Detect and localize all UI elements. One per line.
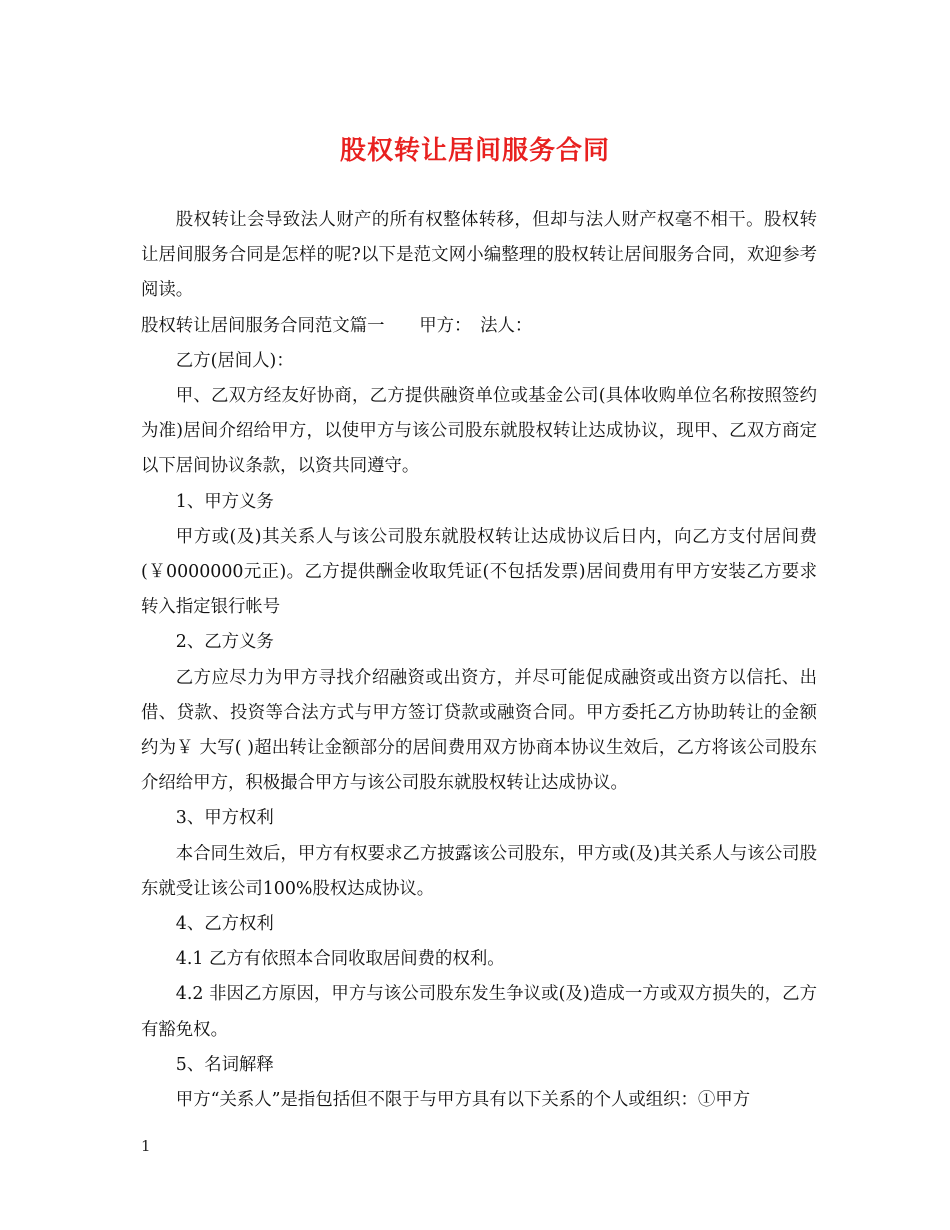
section-heading-1: 1、甲方义务 <box>175 491 274 512</box>
section-heading-4: 4、乙方权利 <box>175 914 274 935</box>
paragraph-section-4-2: 4.2 非因乙方原因，甲方与该公司股东发生争议或(及)造成一方或双方损失的，乙方有豁免权。 <box>141 984 817 1040</box>
section-heading-2: 2、乙方义务 <box>175 632 274 653</box>
paragraph-party-b: 乙方(居间人)： <box>175 350 294 371</box>
paragraph-section-1: 甲方或(及)其关系人与该公司股东就股权转让达成协议后日内，向乙方支付居间费 (￥0000000元正)。乙方提供酬金收取凭证(不包括发票)居间费用有甲方安装乙方要求转入指定银行帐号 <box>141 526 817 618</box>
section-heading-5: 5、名词解释 <box>175 1054 274 1075</box>
paragraph-section-5: 甲方“关系人”是指包括但不限于与甲方具有以下关系的个人或组织：①甲方 <box>175 1090 751 1111</box>
paragraph-section-4-1: 4.1 乙方有依照本合同收取居间费的权利。 <box>175 949 505 970</box>
section-heading-3: 3、甲方权利 <box>175 808 274 829</box>
paragraph-section-2: 乙方应尽力为甲方寻找介绍融资或出资方，并尽可能促成融资或出资方以信托、出借、贷款、投资等合法方式与甲方签订贷款或融资合同。甲方委托乙方协助转让的金额约为￥ 大写( )超出转让金额部分的居间费用双方协商本协议生效后，乙方将该公司股东介绍给甲方，积极撮合甲方与该公司股东就股权转让达成协议。 <box>141 667 817 794</box>
paragraph-intro: 股权转让会导致法人财产的所有权整体转移，但却与法人财产权毫不相干。股权转让居间服务合同是怎样的呢?以下是范文网小编整理的股权转让居间服务合同，欢迎参考阅读。 <box>141 210 817 301</box>
document-title: 股权转让居间服务合同 <box>339 136 610 166</box>
paragraph-section-3: 本合同生效后，甲方有权要求乙方披露该公司股东，甲方或(及)其关系人与该公司股东就受让该公司100%股权达成协议。 <box>141 843 817 899</box>
paragraph-heading-parties: 股权转让居间服务合同范文篇一 甲方： 法人： <box>141 315 533 336</box>
page-number: 1 <box>141 1137 151 1155</box>
document-body <box>141 203 817 1118</box>
paragraph-preamble: 甲、乙双方经友好协商，乙方提供融资单位或基金公司(具体收购单位名称按照签约为准)居间介绍给甲方，以使甲方与该公司股东就股权转让达成协议，现甲、乙双方商定以下居间协议条款，以资共同遵守。 <box>141 386 817 477</box>
